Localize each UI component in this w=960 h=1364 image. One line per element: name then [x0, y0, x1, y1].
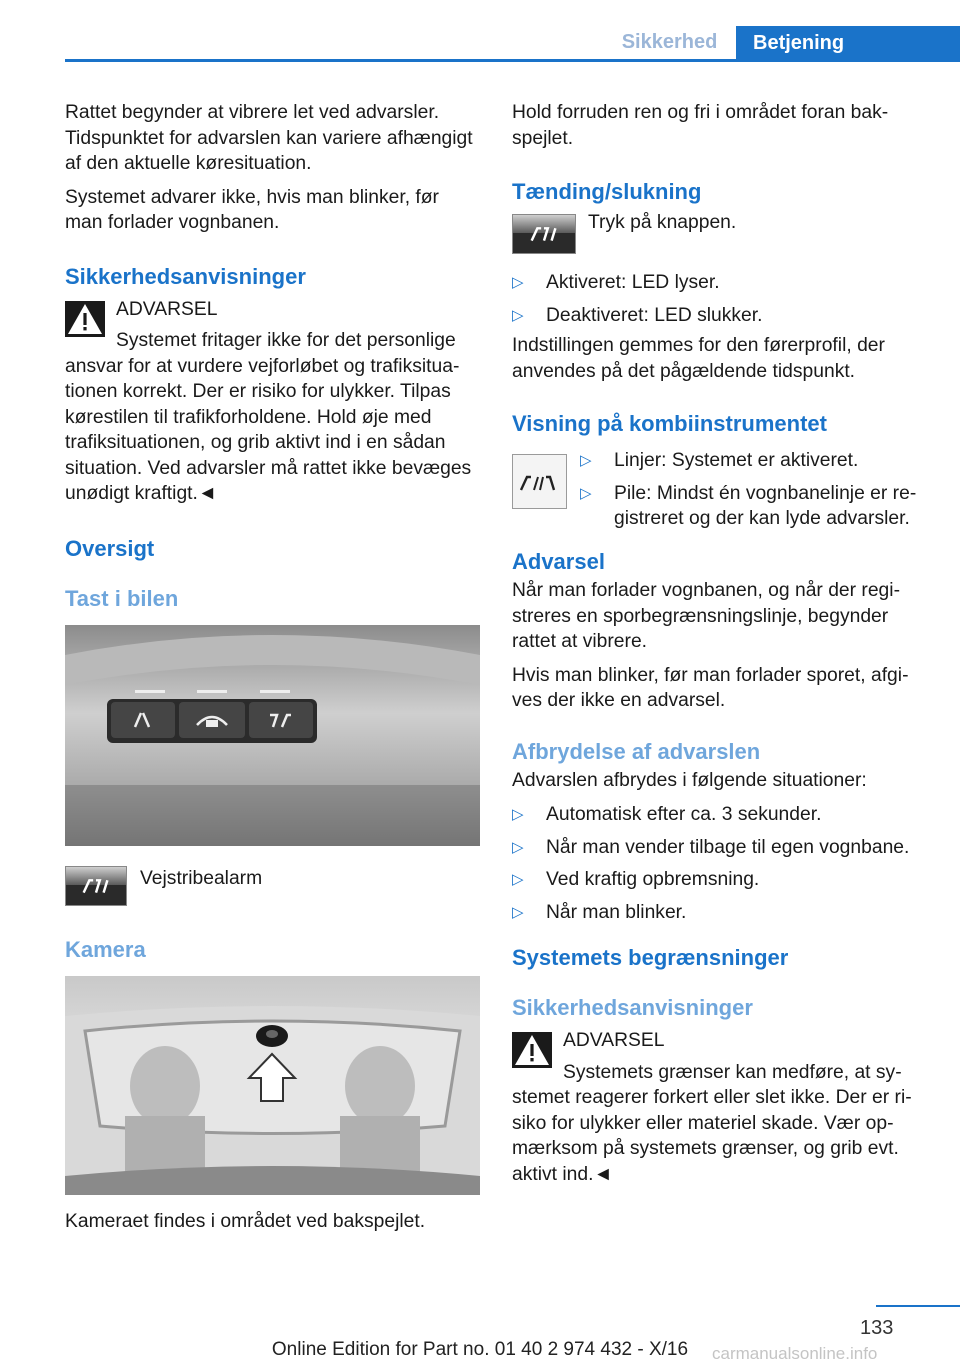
paragraph-settings-saved: Indstillingen gemmes for den førerprofil, der anvendes på det pågældende tidspunkt. — [512, 335, 885, 382]
bullet-triangle-icon: ▷ — [580, 452, 592, 469]
warning-text: Systemet fritager ikke for det personlige ansvar for at vurdere vejforløbet og trafiksituationen korrekt. Der er risiko for ulykker. Tilpas kørestilen til trafikforholdene. Hold øje med trafiksituationen, og grib aktivt ind i en sådan situation. Ved advarsler må rattet ikke bevæges unødigt kraftigt.◄ — [65, 330, 472, 504]
interruption-bullet-list — [512, 802, 926, 925]
list-item: ▷ Ved kraftig opbremsning. — [512, 867, 926, 893]
bullet-triangle-icon: ▷ — [512, 806, 524, 823]
warning-title-2: ADVARSEL — [563, 1030, 665, 1051]
button-panel-photo — [65, 625, 480, 846]
warning-block — [65, 297, 480, 507]
warning-block-2 — [512, 1028, 926, 1187]
paragraph-interruption-situations: Advarslen afbrydes i følgende situationer: — [512, 769, 867, 791]
page-number: 133 — [860, 1317, 894, 1339]
caption-lane-alarm: Vejstribealarm — [140, 867, 263, 889]
list-item: ▷ Når man vender tilbage til egen vognbane. — [512, 835, 926, 861]
warning-title: ADVARSEL — [116, 298, 218, 320]
list-item: ▷ Deaktiveret: LED slukker. — [512, 303, 926, 329]
heading-display: Visning på kombiinstrumentet — [512, 411, 827, 436]
heading-button-in-car: Tast i bilen — [65, 585, 179, 611]
right-column — [512, 100, 926, 1187]
heading-camera: Kamera — [65, 936, 146, 962]
press-button-row — [512, 210, 926, 256]
bullet-triangle-icon: ▷ — [512, 871, 524, 888]
bullet-triangle-icon: ▷ — [512, 306, 524, 324]
bullet-triangle-icon: ▷ — [512, 903, 524, 921]
onoff-bullet-list — [512, 270, 926, 328]
list-item: ▷ Automatisk efter ca. 3 sekunder. — [512, 802, 926, 828]
heading-on-off: Tænding/slukning — [512, 179, 702, 204]
warning-text-2: Systemets grænser kan medføre, at systemet reagerer forkert eller slet ikke. Der er risiko for ulykker eller materiel skade. Vær opmærksom på systemets grænser, og grib evt. aktivt ind.◄ — [512, 1061, 912, 1185]
bullet-triangle-icon: ▷ — [512, 838, 524, 856]
heading-safety-instructions: Sikkerhedsanvisninger — [65, 263, 306, 289]
lane-departure-button-icon-small — [512, 214, 576, 254]
list-item: ▷ Linjer: Systemet er aktiveret. — [580, 448, 926, 474]
paragraph-vibration: Rattet begynder at vibrere let ved advarsler. Tidspunktet for advarslen kan variere afhængigt af den aktuelle køresituation. — [65, 102, 473, 174]
lane-departure-button-icon — [65, 866, 127, 906]
paragraph-warning-blinking: Hvis man blinker, før man forlader sporet, afgives der ikke en advarsel. — [512, 664, 909, 711]
bullet-triangle-icon: ▷ — [580, 484, 592, 502]
display-bullet-list — [580, 448, 926, 539]
warning-triangle-icon — [512, 1032, 552, 1068]
paragraph-keep-windshield-clean: Hold forruden ren og fri i området foran bakspejlet. — [512, 102, 889, 149]
header-rule — [65, 59, 960, 62]
heading-safety-instructions-2: Sikkerhedsanvisninger — [512, 995, 753, 1020]
heading-warning-interruption: Afbrydelse af advarslen — [512, 738, 761, 764]
edition-line: Online Edition for Part no. 01 40 2 974 432 - X/16 — [271, 1339, 689, 1360]
warning-triangle-icon — [65, 301, 105, 337]
button-caption-row — [65, 866, 480, 908]
list-item: ▷ Aktiveret: LED lyser. — [512, 270, 926, 296]
watermark: carmanualsonline.info — [712, 1344, 878, 1363]
caption-camera-location: Kameraet findes i området ved bakspejlet. — [65, 1210, 426, 1232]
press-button-text: Tryk på knappen. — [588, 212, 737, 233]
left-column — [65, 100, 480, 1234]
heading-overview: Oversigt — [65, 535, 155, 561]
paragraph-warning-vibration: Når man forlader vognbanen, og når der registreres en sporbegrænsningslinje, begynder rattet at vibrere. — [512, 580, 900, 652]
list-item: ▷ Når man blinker. — [512, 900, 926, 926]
tab-sikkerhed[interactable]: Sikkerhed — [621, 31, 718, 53]
bullet-triangle-icon: ▷ — [512, 274, 524, 291]
heading-warning: Advarsel — [512, 549, 605, 574]
footer-rule — [876, 1305, 960, 1307]
lane-lines-display-icon — [512, 454, 567, 509]
heading-system-limits: Systemets begrænsninger — [512, 945, 789, 970]
list-item: ▷ Pile: Mindst én vognbanelinje er registreret og der kan lyde advarsler. — [580, 482, 917, 529]
camera-location-photo — [65, 976, 480, 1195]
tab-betjening[interactable]: Betjening — [736, 26, 960, 62]
paragraph-no-warning-when-blinking: Systemet advarer ikke, hvis man blinker, før man forlader vognbanen. — [65, 186, 439, 233]
display-row — [512, 448, 926, 540]
